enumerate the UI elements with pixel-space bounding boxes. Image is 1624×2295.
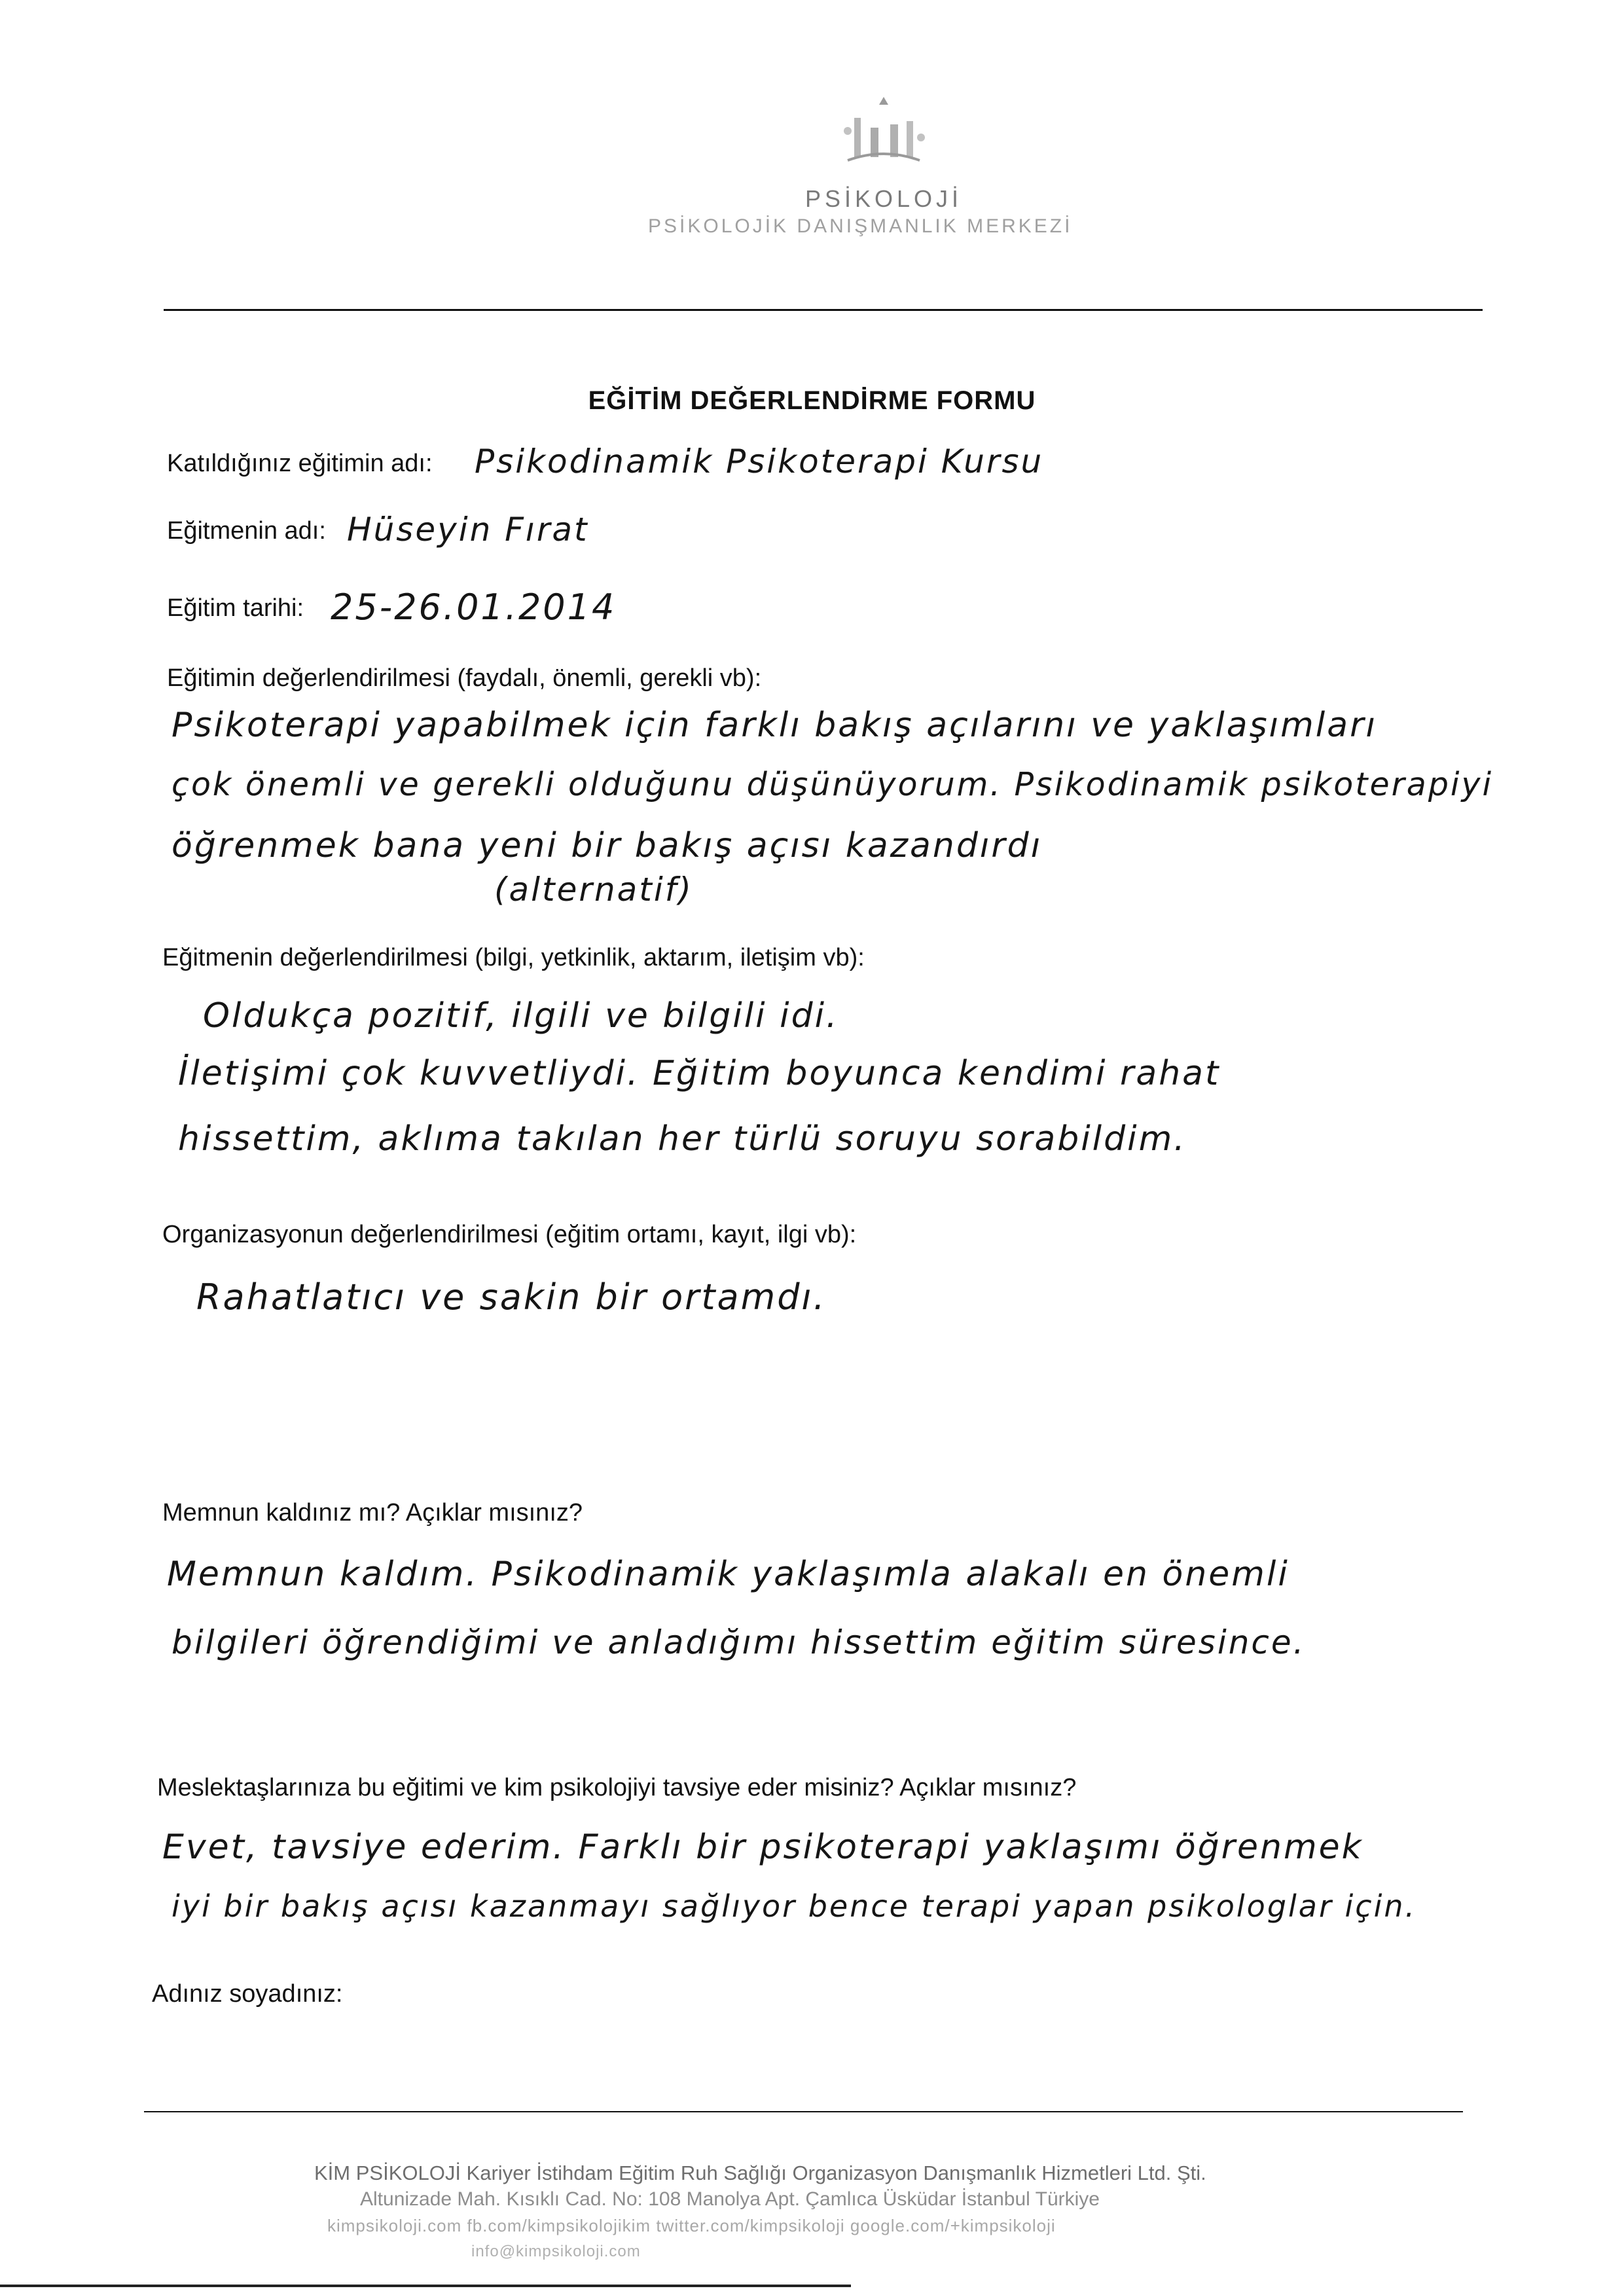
satisfied-line: bilgileri öğrendiğimi ve anladığımı hissettim eğitim süresince. <box>171 1623 1306 1661</box>
training-name-label: Katıldığınız eğitimin adı: <box>167 450 433 477</box>
footer-address: Altunizade Mah. Kısıklı Cad. No: 108 Manolya Apt. Çamlıca Üsküdar İstanbul Türkiye <box>360 2188 1100 2210</box>
training-eval-line: çok önemli ve gerekli olduğunu düşünüyorum. Psikodinamik psikoterapiyi <box>171 766 1494 803</box>
scan-edge-line <box>0 2285 851 2287</box>
trainer-eval-label: Eğitmenin değerlendirilmesi (bilgi, yetkinlik, aktarım, iletişim vb): <box>162 944 865 971</box>
trainer-eval-line: hissettim, aklıma takılan her türlü soruyu sorabildim. <box>178 1119 1187 1159</box>
trainer-eval-line: Oldukça pozitif, ilgili ve bilgili idi. <box>203 996 839 1036</box>
org-eval-label: Organizasyonun değerlendirilmesi (eğitim ortamı, kayıt, ilgi vb): <box>162 1221 857 1248</box>
training-eval-line: öğrenmek bana yeni bir bakış açısı kazandırdı <box>171 826 1043 865</box>
training-name-value: Psikodinamik Psikoterapi Kursu <box>475 443 1044 480</box>
header-divider <box>164 309 1483 311</box>
date-value: 25-26.01.2014 <box>331 587 617 628</box>
satisfied-label: Memnun kaldınız mı? Açıklar mısınız? <box>162 1499 583 1527</box>
form-title: EĞİTİM DEĞERLENDİRME FORMU <box>588 386 1036 415</box>
name-label: Adınız soyadınız: <box>152 1980 343 2008</box>
footer-social-links: kimpsikoloji.com fb.com/kimpsikolojikim twitter.com/kimpsikoloji google.com/+kimpsikoloji <box>327 2216 1056 2235</box>
footer-divider <box>144 2111 1463 2112</box>
training-eval-line: (alternatif) <box>494 871 693 909</box>
recommend-line: iyi bir bakış açısı kazanmayı sağlıyor bence terapi yapan psikologlar için. <box>171 1888 1417 1924</box>
trainer-eval-line: İletişimi çok kuvvetliydi. Eğitim boyunca kendimi rahat <box>178 1054 1221 1093</box>
logo-subtitle: PSİKOLOJİK DANIŞMANLIK MERKEZİ <box>648 215 1073 237</box>
trainer-label: Eğitmenin adı: <box>167 517 326 545</box>
org-eval-line: Rahatlatıcı ve sakin bir ortamdı. <box>196 1276 827 1318</box>
recommend-line: Evet, tavsiye ederim. Farklı bir psikoterapi yaklaşımı öğrenmek <box>162 1828 1363 1867</box>
training-eval-line: Psikoterapi yapabilmek için farklı bakış açılarını ve yaklaşımları <box>171 706 1377 745</box>
company-logo <box>648 92 1080 262</box>
footer-email: info@kimpsikoloji.com <box>471 2243 641 2260</box>
recommend-label: Meslektaşlarınıza bu eğitimi ve kim psikolojiyi tavsiye eder misiniz? Açıklar mısınız? <box>157 1774 1077 1801</box>
training-eval-label: Eğitimin değerlendirilmesi (faydalı, önemli, gerekli vb): <box>167 664 762 692</box>
trainer-value: Hüseyin Fırat <box>347 511 589 549</box>
logo-name: PSİKOLOJİ <box>804 185 963 212</box>
footer <box>196 2160 1375 2265</box>
satisfied-line: Memnun kaldım. Psikodinamik yaklaşımla alakalı en önemli <box>167 1555 1290 1594</box>
footer-company: KİM PSİKOLOJİ Kariyer İstihdam Eğitim Ruh Sağlığı Organizasyon Danışmanlık Hizmetleri Ltd. Şti. <box>314 2161 1206 2184</box>
date-label: Eğitim tarihi: <box>167 594 304 622</box>
logo-emblem-icon <box>808 92 959 177</box>
